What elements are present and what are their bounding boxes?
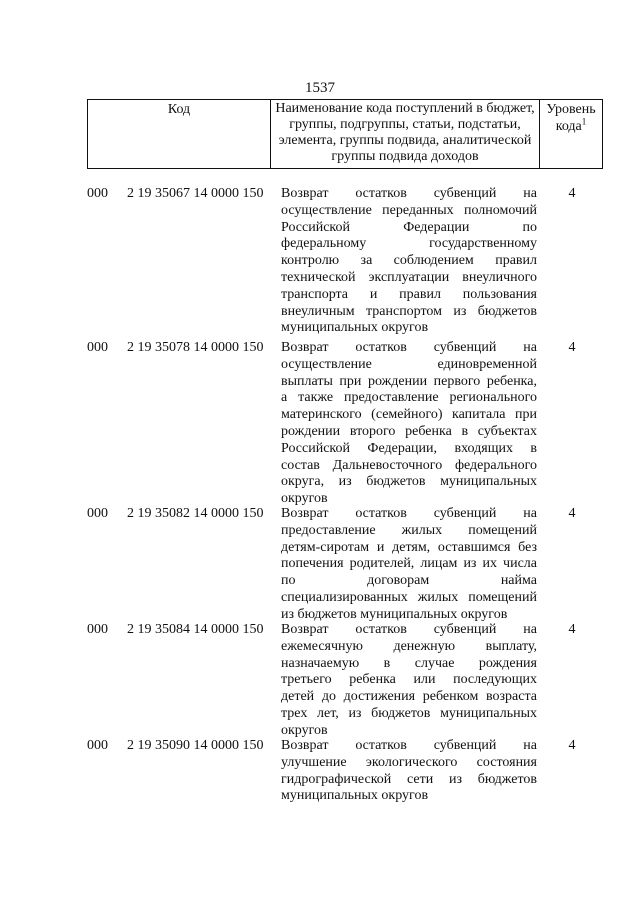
revenue-name-line: осуществление единовременной	[281, 356, 537, 372]
revenue-code-cell: 2 19 35067 14 0000 150	[127, 186, 264, 201]
header-name: Наименование кода поступлений в бюджет, группы, подгруппы, статьи, подстатьи, элемента, группы подвида, аналитической группы подвида доходов	[270, 100, 540, 168]
admin-code-cell: 000	[87, 622, 108, 637]
revenue-name-cell	[281, 622, 537, 740]
revenue-name-line: Российской Федерации по	[281, 219, 537, 235]
revenue-name-line: округа, из бюджетов муниципальных	[281, 474, 537, 490]
revenue-name-line: рождении второго ребенка в субъектах	[281, 423, 537, 439]
revenue-name-line: осуществление переданных полномочий	[281, 202, 537, 218]
revenue-name-line: материнского (семейного) капитала при	[281, 407, 537, 423]
admin-code-cell: 000	[87, 506, 108, 521]
page-number: 1537	[305, 80, 335, 96]
revenue-name-line: предоставление жилых помещений	[281, 522, 537, 538]
revenue-name-line: специализированных жилых помещений	[281, 589, 537, 605]
revenue-name-line: улучшение экологического состояния	[281, 754, 537, 770]
revenue-name-line: гидрографической сети из бюджетов	[281, 771, 537, 787]
revenue-code-cell: 2 19 35084 14 0000 150	[127, 622, 264, 637]
header-code: Код	[167, 102, 191, 117]
revenue-name-line: транспорта и правил пользования	[281, 286, 537, 302]
header-level	[540, 100, 602, 168]
revenue-name-line: технической эксплуатации внеуличного	[281, 269, 537, 285]
revenue-name-line: трех лет, из бюджетов муниципальных	[281, 705, 537, 721]
level-cell: 4	[568, 506, 576, 521]
revenue-name-line: попечения родителей, лицам из их числа	[281, 556, 537, 572]
revenue-name-line: внеуличным транспортом из бюджетов	[281, 303, 537, 319]
revenue-code-cell: 2 19 35082 14 0000 150	[127, 506, 264, 521]
revenue-name-line: контролю за соблюдением правил	[281, 253, 537, 269]
revenue-name-line: из бюджетов муниципальных округов	[281, 606, 508, 622]
header-level-label: Уровень кода	[546, 102, 596, 134]
revenue-name-line: Возврат остатков субвенций на	[281, 340, 537, 355]
table-header	[87, 99, 603, 169]
revenue-name-line: детей до достижения ребенком возраста	[281, 689, 537, 705]
revenue-name-line: округов	[281, 491, 328, 507]
level-cell: 4	[568, 186, 576, 201]
revenue-name-line: состав Дальневосточного федерального	[281, 457, 537, 473]
revenue-code-cell: 2 19 35090 14 0000 150	[127, 738, 264, 753]
revenue-name-line: муниципальных округов	[281, 320, 429, 336]
admin-code-cell: 000	[87, 738, 108, 753]
admin-code-cell: 000	[87, 340, 108, 355]
revenue-name-line: детям-сиротам и детям, оставшимся без	[281, 539, 537, 555]
revenue-name-line: назначаемую в случае рождения	[281, 655, 537, 671]
revenue-name-line: ежемесячную денежную выплату,	[281, 638, 537, 654]
level-cell: 4	[568, 738, 576, 753]
revenue-name-line: выплаты при рождении первого ребенка,	[281, 373, 537, 389]
header-level-footnote: 1	[581, 116, 587, 127]
revenue-name-cell	[281, 738, 537, 805]
revenue-name-line: по договорам найма	[281, 573, 537, 589]
revenue-name-cell	[281, 186, 537, 337]
revenue-name-line: Возврат остатков субвенций на	[281, 738, 537, 753]
revenue-name-line: третьего ребенка или последующих	[281, 672, 537, 688]
revenue-name-line: Возврат остатков субвенций на	[281, 186, 537, 201]
revenue-name-line: федеральному государственному	[281, 236, 537, 252]
revenue-name-line: Возврат остатков субвенций на	[281, 506, 537, 521]
revenue-name-line: Возврат остатков субвенций на	[281, 622, 537, 637]
revenue-name-line: Российской Федерации, входящих в	[281, 440, 537, 456]
level-cell: 4	[568, 340, 576, 355]
revenue-name-line: муниципальных округов	[281, 788, 429, 804]
revenue-name-line: округов	[281, 722, 328, 738]
revenue-name-cell	[281, 340, 537, 508]
revenue-name-line: а также предоставление регионального	[281, 390, 537, 406]
revenue-code-cell: 2 19 35078 14 0000 150	[127, 340, 264, 355]
admin-code-cell: 000	[87, 186, 108, 201]
revenue-name-cell	[281, 506, 537, 624]
level-cell: 4	[568, 622, 576, 637]
